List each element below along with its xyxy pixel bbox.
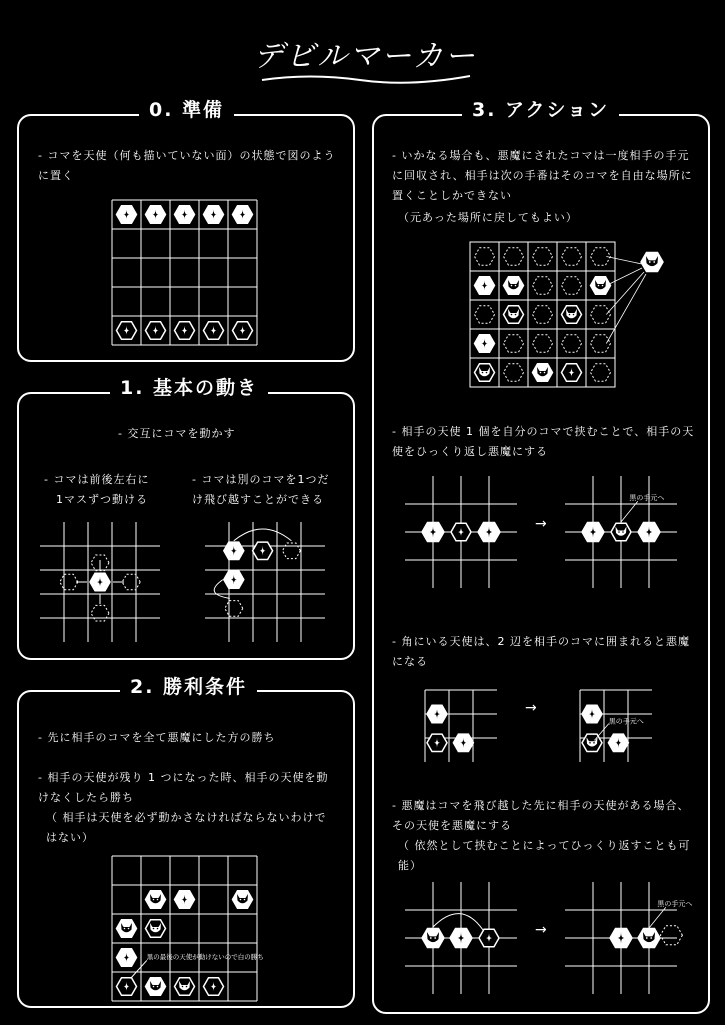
action-text3: - 角にいる天使は、2 辺を相手のコマに囲まれると悪魔になる [392, 635, 690, 668]
ghost-piece [60, 574, 78, 590]
piece-white-angel [582, 705, 602, 722]
win-line3: （ 相手は天使を必ず動かさなければならないわけではない） [46, 811, 327, 844]
board-piece [533, 277, 553, 294]
board-piece [533, 364, 553, 381]
board-piece [504, 364, 524, 381]
piece-white-angel [90, 573, 110, 590]
board-piece [562, 306, 582, 323]
win-line2: - 相手の天使が残り 1 つになった時、相手の天使を動けなくしたら勝ち [38, 771, 329, 804]
piece-black-angel [204, 322, 224, 339]
piece-white-angel [638, 523, 660, 542]
figure-corner [425, 690, 685, 770]
piece-white-angel [146, 206, 166, 223]
board-piece [591, 306, 611, 323]
piece-white-angel [175, 891, 195, 908]
piece-white-demon [146, 891, 166, 908]
section-title-win: 2. 勝利条件 [120, 675, 257, 699]
piece-black-angel [479, 929, 499, 946]
arrow: → [535, 922, 547, 938]
piece-white-demon [146, 978, 166, 995]
board-piece [533, 335, 553, 352]
ghost-piece [91, 605, 109, 621]
board-win [112, 856, 264, 1001]
basic-right-text: - コマは別のコマを1つだけ飛び越すことができる [192, 473, 330, 506]
board-jump [205, 522, 325, 642]
board-piece [475, 306, 495, 323]
board-piece [591, 335, 611, 352]
logo-text: デビルマーカー [253, 39, 477, 74]
piece-white-angel [427, 705, 447, 722]
piece-white-demon [422, 929, 444, 948]
section-title-prep: 0. 準備 [139, 98, 234, 122]
board-piece [475, 364, 495, 381]
basic-left-text: - コマは前後左右に 1マスずつ動ける [44, 473, 150, 506]
board-piece [475, 248, 495, 265]
board-piece [591, 277, 611, 294]
board-piece [562, 364, 582, 381]
action-text4: - 悪魔はコマを飛び越した先に相手の天使がある場合、その天使を悪魔にする [392, 799, 690, 832]
piece-white-demon [638, 929, 660, 948]
grid [205, 522, 325, 642]
board-piece [504, 277, 524, 294]
piece-white-angel [453, 734, 473, 751]
piece-black-angel [117, 978, 137, 995]
piece-white-angel [450, 929, 472, 948]
piece-recovered [641, 253, 663, 272]
piece-white-angel [233, 206, 253, 223]
piece-white-demon [233, 891, 253, 908]
ghost-piece [282, 543, 300, 559]
logo-title [250, 18, 480, 88]
piece-black-demon [146, 920, 166, 937]
piece-black-angel [175, 322, 195, 339]
board-piece [533, 306, 553, 323]
figure-demon-jump [405, 882, 705, 992]
piece-white-angel [175, 206, 195, 223]
board-piece [504, 306, 524, 323]
ghost-piece [122, 574, 140, 590]
basic-intro: - 交互にコマを動かす [118, 427, 236, 440]
piece-black-angel [117, 322, 137, 339]
piece-black-angel [233, 322, 253, 339]
piece-white-angel [422, 523, 444, 542]
piece-black-demon [582, 734, 602, 751]
win-line1: - 先に相手のコマを全て悪魔にした方の勝ち [38, 731, 276, 744]
ghost-piece [225, 601, 243, 617]
board-piece [562, 335, 582, 352]
board-piece [504, 335, 524, 352]
piece-black-demon [175, 978, 195, 995]
board-move [40, 522, 160, 642]
prep-text: - コマを天使（何も描いていない面）の状態で図のように置く [38, 149, 336, 182]
piece-black-angel [427, 734, 447, 751]
piece-white-angel [610, 929, 632, 948]
section-title-basic: 1. 基本の動き [110, 376, 268, 400]
piece-white-angel [224, 571, 244, 588]
jump-arc [234, 529, 292, 541]
note-black-hand: 黒の手元へ [608, 717, 644, 726]
piece-black-angel [204, 978, 224, 995]
piece-black-demon [611, 523, 631, 540]
piece-black-angel [253, 542, 273, 559]
piece-black-angel [146, 322, 166, 339]
note-black-hand: 黒の手元へ [657, 899, 693, 908]
piece-white-angel [117, 206, 137, 223]
jump-arc [433, 914, 483, 930]
board-piece [591, 364, 611, 381]
board-piece [504, 248, 524, 265]
section-title-action: 3. アクション [462, 98, 619, 122]
piece-black-angel [451, 523, 471, 540]
figure-sandwich [405, 476, 705, 586]
arrow: → [525, 700, 537, 716]
piece-white-angel [478, 523, 500, 542]
piece-white-angel [204, 206, 224, 223]
board-piece [475, 277, 495, 294]
action-text4b: （ 依然として挟むことによってひっくり返すことも可能） [398, 839, 691, 872]
board-note: 黒の最後の天使が動けないので白の勝ち [146, 952, 264, 961]
piece-white-angel [582, 523, 604, 542]
board-piece [562, 248, 582, 265]
board-piece [475, 335, 495, 352]
ghost-piece [660, 926, 682, 945]
board-piece [533, 248, 553, 265]
board-prep [112, 200, 262, 350]
piece-white-angel [117, 949, 137, 966]
action-text1: - いかなる場合も、悪魔にされたコマは一度相手の手元に回収され、相手は次の手番はそのコマを自由な場所に置くことしかできない [392, 149, 693, 202]
board-recover [470, 242, 670, 392]
piece-white-angel [608, 734, 628, 751]
board-piece [562, 277, 582, 294]
piece-white-demon [117, 920, 137, 937]
note-black-hand: 黒の手元へ [629, 493, 665, 502]
action-text2: - 相手の天使 1 個を自分のコマで挟むことで、相手の天使をひっくり返し悪魔にする [392, 425, 695, 458]
piece-white-angel [224, 542, 244, 559]
arrow: → [535, 516, 547, 532]
action-text1b: （元あった場所に戻してもよい） [398, 211, 578, 224]
